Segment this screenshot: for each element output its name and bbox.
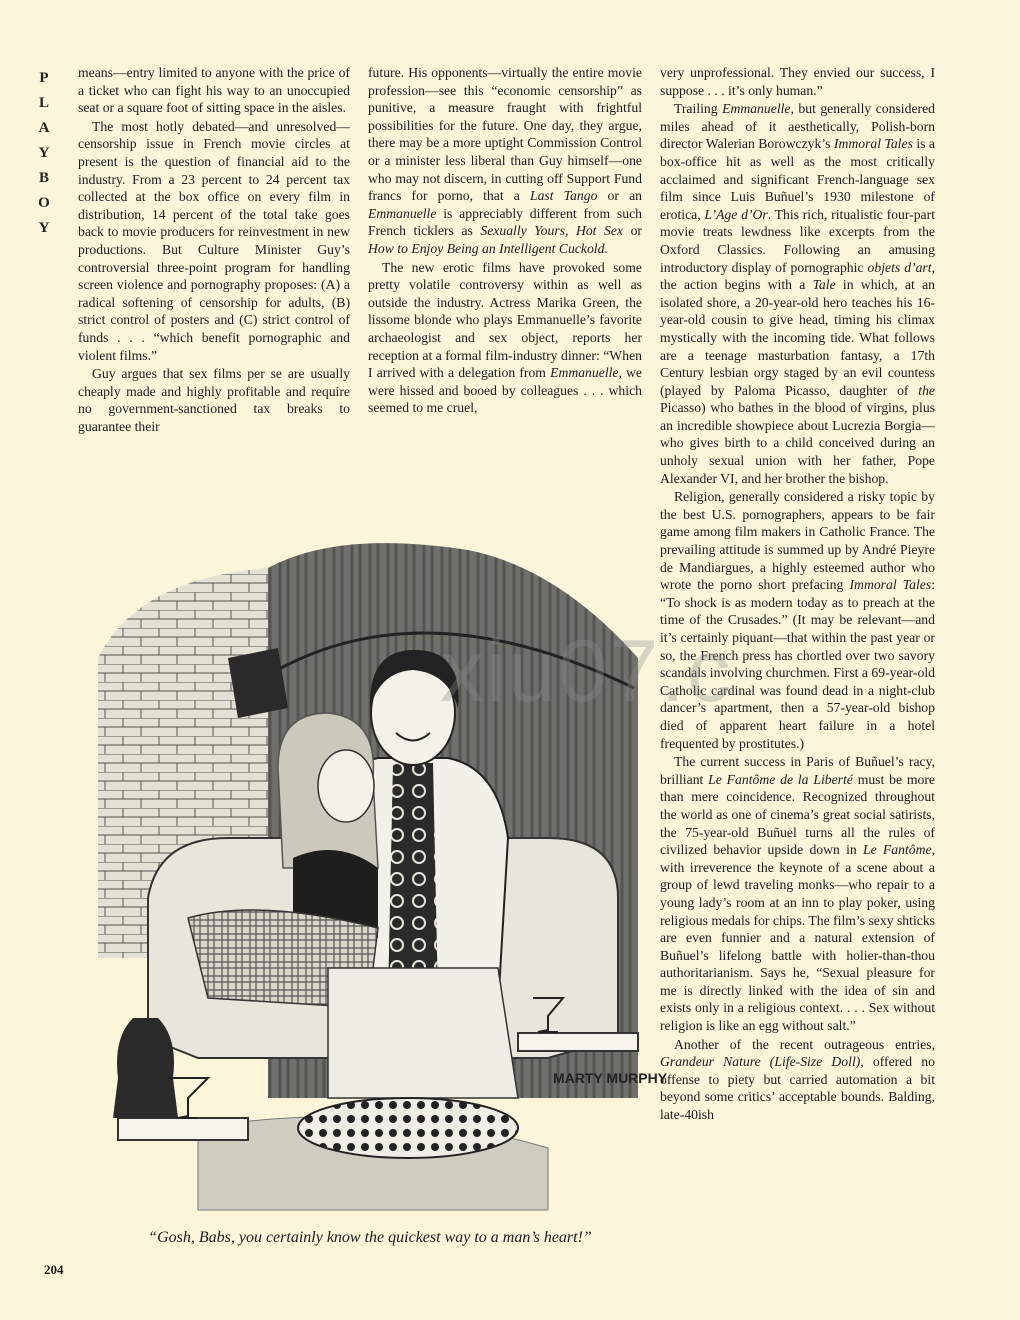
text-column-2 bbox=[368, 64, 642, 494]
paragraph: Guy argues that sex films per se are usually cheaply made and highly profitable and require no government-sanctioned tax breaks to guarantee their bbox=[78, 366, 350, 434]
paragraph bbox=[368, 259, 642, 417]
film-title: Le Fantôme de la Liberté bbox=[708, 771, 853, 787]
text-run: Trailing bbox=[674, 101, 723, 117]
text-column-1 bbox=[78, 64, 350, 494]
foreign-phrase: objets d’art bbox=[867, 259, 932, 275]
watermark: xiu07.c bbox=[440, 621, 733, 720]
text-run: , offered no offense to piety but carried automation a bit beyond some critics’ acceptable bounds. Balding, late-40ish bbox=[660, 1054, 935, 1123]
text-run: , the action begins with a bbox=[660, 259, 935, 293]
paragraph bbox=[660, 753, 935, 1035]
film-title: Grandeur Nature (Life-Size Doll) bbox=[660, 1054, 861, 1070]
text-run: The current success in Paris of Buñuel’s racy, brilliant bbox=[660, 754, 935, 787]
dropped-boxers bbox=[298, 1098, 518, 1158]
film-title: L’Age d’Or bbox=[704, 206, 768, 222]
paragraph bbox=[368, 64, 642, 258]
text-run: must be more than mere coincidence. Recognized throughout the world as one of cinema’s great social satirists, the 75-year-old Buñuel turns all the rules of civilized behavior upside down in bbox=[660, 771, 935, 858]
text-column-3 bbox=[660, 64, 935, 1286]
text-run: , but generally considered miles ahead of it aesthetically, Polish-born director Walerian Borowczyk’s bbox=[660, 101, 936, 152]
film-title: Tale bbox=[812, 277, 836, 293]
side-table-left bbox=[118, 1118, 248, 1140]
text-run: . This rich, ritualistic four-part movie treats lewdness like excerpts from the Oxford Classics. Following an amusing introductory display of pornographic bbox=[660, 206, 935, 275]
film-title: How to Enjoy Being an Intelligent Cuckold. bbox=[368, 240, 608, 256]
emphasis: the bbox=[918, 382, 935, 398]
cartoon-caption: “Gosh, Babs, you certainly know the quickest way to a man’s heart!” bbox=[148, 1229, 592, 1246]
side-table-right bbox=[518, 1033, 638, 1051]
paragraph bbox=[660, 1036, 935, 1124]
coffee-pot bbox=[113, 1018, 178, 1118]
text-run: : “To shock is as modern today as to preach at the time of the Crusades.” (It may be relevant—and it’s certainly piquant—that within the past year or so, the French press has chortled over two savory scandals involving churchmen. First a 69-year-old Catholic cardinal was found dead in a night-club dancer’s apartment, then a 57-year-old bishop died of apparent heart failure in a hotel frequented by prostitutes.) bbox=[660, 577, 935, 751]
film-title: Sexually Yours, Hot Sex bbox=[480, 223, 624, 239]
paragraph: means—entry limited to anyone with the price of a ticket who can fight his way to an unoccupied seat or a square foot of sitting space in the aisles. bbox=[78, 65, 350, 116]
masthead: PLAYBOY bbox=[38, 70, 60, 236]
text-run: or bbox=[623, 223, 642, 239]
film-title: Immoral Tales bbox=[849, 577, 932, 593]
film-title: Le Fantôme bbox=[863, 842, 932, 858]
cartoon-illustration bbox=[78, 538, 668, 1210]
paragraph: very unprofessional. They envied our success, I suppose . . . it’s only human.” bbox=[660, 65, 935, 98]
text-run: The new erotic films have provoked some pretty volatile controversy within as well as outside the industry. Actress Marika Green, the lissome blonde who plays Emmanuelle’s favorite archaeologist and sex object, reports her reception at a formal film-industry dinner: “When I arrived with a delegation from bbox=[368, 259, 642, 381]
artist-signature: MARTY MURPHY bbox=[553, 1070, 668, 1086]
text-run: is appreciably different from such French ticklers as bbox=[368, 205, 642, 239]
paragraph bbox=[660, 488, 935, 752]
text-run: Another of the recent outrageous entries, bbox=[674, 1036, 935, 1052]
text-run: Religion, generally considered a risky topic by the best U.S. pornographers, appears to be fair game among film makers in Catholic France. The prevailing attitude is summed up by André Pieyre de Mandiargues, a highly esteemed author who wrote the porno short prefacing bbox=[660, 489, 935, 593]
text-run: , with irreverence the keynote of a scene about a group of lewd traveling monks—who repair to a young lady’s room at an inn to play poker, using religious medals for chips. The film’s sexy shticks are even funnier and a natural extension of Buñuel’s lifelong battle with holier-than-thou authoritarianism. Says he, “Sexual pleasure for me is directly linked with the idea of sin and exists only in a religious context. . . . Sex without religion is like an egg without salt.” bbox=[660, 842, 936, 1034]
film-title: Emmanuelle bbox=[550, 365, 619, 381]
page-number: 204 bbox=[44, 1262, 64, 1277]
text-run: or an bbox=[597, 188, 642, 204]
lamp-shade bbox=[228, 648, 288, 718]
film-title: Last Tango bbox=[529, 188, 598, 204]
text-run: in which, at an isolated shore, a 20-year-old hero teaches his 16-year-old cousin to give head, timing his climax mystically with the incoming tide. What follows are a teenage masturbation fantasy, a 17th Century lesbian orgy staged by an evil countess (played by Paloma Picasso, daughter of bbox=[660, 277, 935, 398]
text-run: , we were hissed and booed by colleagues . . . which seemed to me cruel, bbox=[368, 365, 643, 416]
man-trousers bbox=[328, 968, 518, 1098]
text-run: future. His opponents—virtually the entire movie profession—see this “economic censorship” as punitive, a measure fraught with frightful possibilities for the future. One day, they argue, there may be a more uptight Commission Control or a minister less liberal than Guy himself—one who may not discern, in cutting off Support Fund francs for porno, that a bbox=[368, 65, 642, 204]
woman-face bbox=[318, 750, 374, 822]
film-title: Emmanuelle bbox=[722, 101, 791, 117]
film-title: Immoral Tales bbox=[833, 136, 913, 152]
man-shirt bbox=[388, 763, 438, 998]
film-title: Emmanuelle bbox=[368, 205, 437, 221]
paragraph bbox=[660, 100, 935, 487]
text-run: is a box-office hit as well as the most critically acclaimed and significant French-language sex film since Luis Buñuel’s 1930 milestone of erotica, bbox=[660, 136, 935, 222]
paragraph: The most hotly debated—and unresolved—censorship issue in French movie circles at present is the question of financial aid to the industry. From a 23 percent to 24 percent tax collected at the box office on every film in distribution, 14 percent of the total take goes back to movie producers for reinvestment in new productions. But Culture Minister Guy’s controversial three-point program for handling screen violence and pornography proposes: (A) a radical softening of censorship for adults, (B) strict control of posters and (C) strict control of funds . . . “which benefit pornographic and violent films.” bbox=[78, 118, 350, 363]
text-run: Picasso) who bathes in the blood of virgins, plus an incredible showpiece about Lucrezia Borgia—who gives birth to a child conceived during an unholy sexual union with her father, Pope Alexander VI, and her brother the bishop. bbox=[660, 400, 935, 486]
